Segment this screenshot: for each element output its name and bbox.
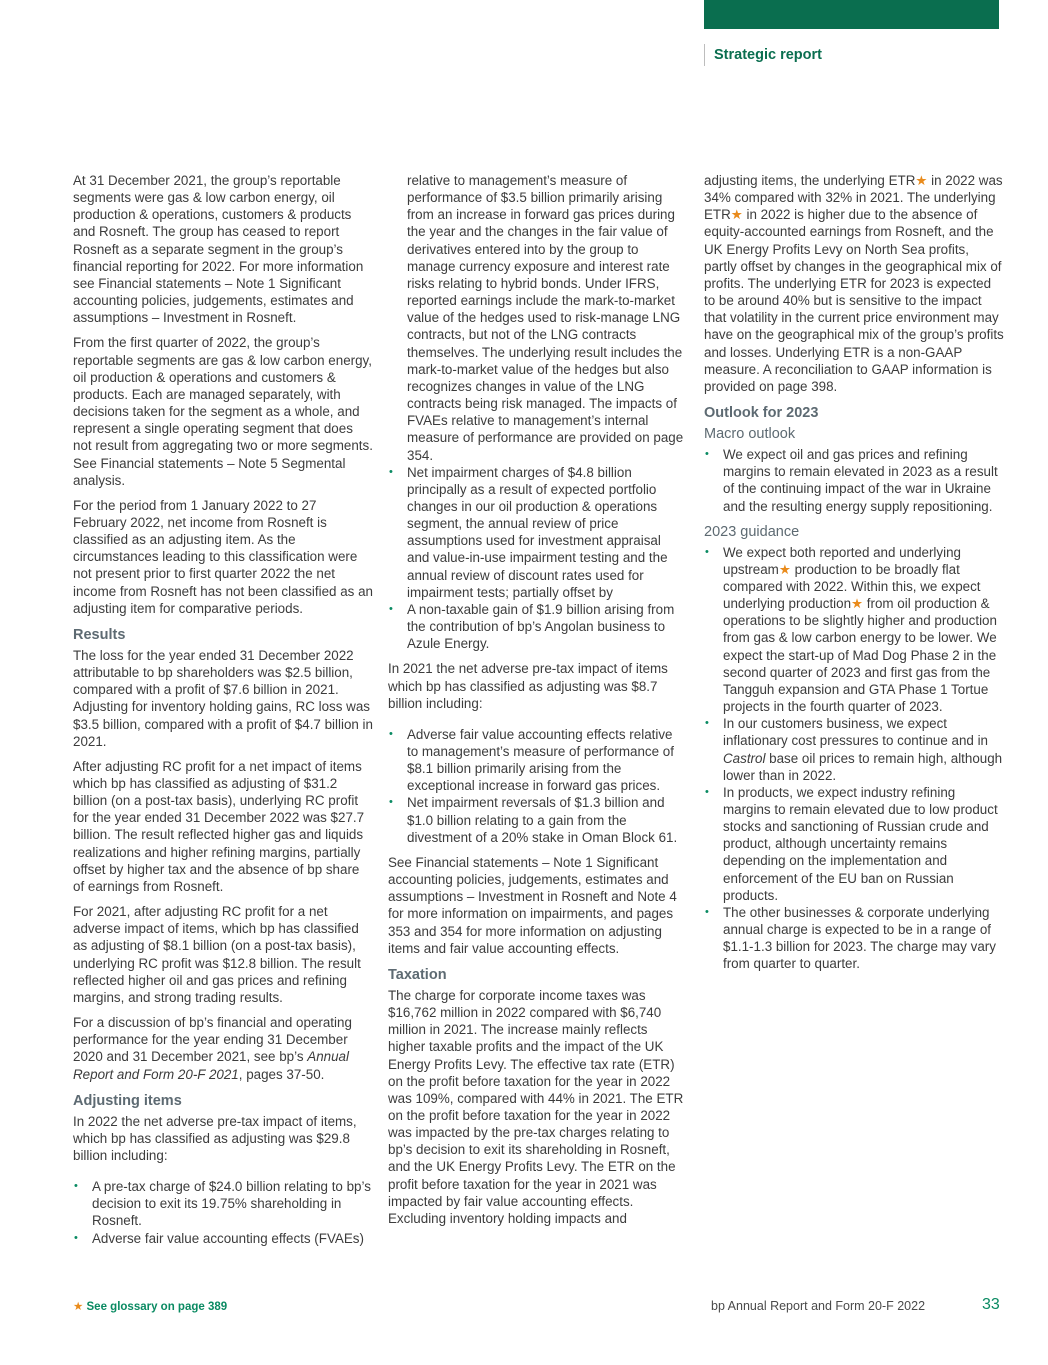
heading-adjusting-items: Adjusting items	[73, 1092, 182, 1109]
paragraph: For a discussion of bp’s financial and operating performance for the year ending 31 December 2020 and 31 December 2021, see bp’s Annual Report and Form 20-F 2021, pages 37-50.	[73, 1015, 352, 1082]
header-brand-bar	[704, 0, 999, 29]
paragraph: adjusting items, the underlying ETR★ in 2022 was 34% compared with 32% in 2021. The underlying ETR★ in 2022 is higher due to the absence of equity-accounted earnings from Rosneft, and the UK Energy Profits Levy on North Sea profits, partly offset by changes in the geographical mix of profits. The underlying ETR for 2023 is expected to be around 40% but is sensitive to the impact that volatility in the current price environment may have on the geographical mix of the group’s profits and losses. Underlying ETR is a non-GAAP measure. A reconciliation to GAAP information is provided on page 398.	[704, 173, 1004, 394]
star-icon: ★	[73, 1301, 84, 1313]
glossary-star-icon: ★	[851, 596, 864, 612]
brand-name: Castrol	[723, 750, 766, 766]
paragraph: The charge for corporate income taxes was $16,762 million in 2022 compared with $6,740 million in 2021. The increase mainly reflects higher taxable profits and the impact of the UK Energy Profits Levy. The effective tax rate (ETR) on the profit before taxation for the year in 2022 was 109%, compared with 44% in 2021. The ETR on the profit before taxation for the year in 2022 was impacted by the pre-tax charges relating to bp’s decision to exit its shareholding in Rosneft, and the UK Energy Profits Levy. The ETR on the profit before taxation for the year in 2021 was impacted by fair value accounting effects. Excluding inventory holding impacts and	[388, 987, 684, 1226]
list-item: • The other businesses & corporate underlying annual charge is expected to be in a range of $1.1-1.3 billion for 2023. The charge may vary from quarter to quarter.	[704, 904, 1004, 973]
column-1	[73, 172, 373, 1255]
paragraph: For 2021, after adjusting RC profit for a net adverse impact of items, which bp has classified as adjusting of $8.1 billion (on a post-tax basis), underlying RC profit was $12.8 billion. The result reflected higher oil and gas prices and refining margins, and strong trading results.	[73, 904, 361, 1005]
bullet-list	[704, 544, 1004, 973]
paragraph: relative to management’s measure of performance of $3.5 billion primarily arising from an increase in forward gas prices during the year and the changes in the fair value of derivatives entered into by the group to manage currency exposure and interest rate risks relating to hybrid bonds. Under IFRS, reported earnings include the mark-to-market value of the hedges used to risk-manage LNG contracts, but not of the LNG contracts themselves. The underlying result includes the mark-to-market value of the hedges but also recognizes changes in value of the LNG contracts being risk managed. The impacts of FVAEs relative to management’s internal measure of performance are provided on page 354.	[407, 173, 684, 463]
column-2	[388, 172, 686, 1235]
subheading-2023-guidance: 2023 guidance	[704, 523, 800, 540]
column-3	[704, 172, 1004, 981]
paragraph: In 2022 the net adverse pre-tax impact of items, which bp has classified as adjusting was $29.8 billion including:	[73, 1113, 357, 1163]
list-item: • Net impairment reversals of $1.3 billion and $1.0 billion relating to a gain from the divestment of a 20% stake in Oman Block 61.	[388, 794, 686, 845]
heading-outlook: Outlook for 2023	[704, 405, 819, 422]
list-item: • A non-taxable gain of $1.9 billion arising from the contribution of bp’s Angolan business to Azule Energy.	[388, 601, 686, 652]
paragraph: See Financial statements – Note 1 Significant accounting policies, judgements, estimates and assumptions – Investment in Rosneft and Note 4 for more information on impairments, and pages 353 and 354 for more information on adjusting items and fair value accounting effects.	[388, 854, 677, 956]
bullet-list	[73, 1178, 373, 1247]
section-title: Strategic report	[704, 44, 822, 66]
paragraph: For the period from 1 January 2022 to 27 February 2022, net income from Rosneft is classified as an adjusting item. As the circumstances leading to this classification were not present prior to first quarter 2022 the net income from Rosneft has not been classified as an adjusting item for comparative periods.	[73, 497, 373, 616]
bullet-list	[388, 464, 686, 653]
list-item: • Net impairment charges of $4.8 billion principally as a result of expected portfolio changes in our oil production & operations segment, the annual review of price assumptions used for investment appraisal and value-in-use impairment testing and the annual review of discount rates used for impairment tests; partially offset by	[388, 464, 686, 601]
heading-results: Results	[73, 626, 126, 643]
paragraph: At 31 December 2021, the group’s reportable segments were gas & low carbon energy, oil production & operations, customers & products and Rosneft. The group has ceased to report Rosneft as a separate segment in the group’s financial reporting for 2022. For more information see Financial statements – Note 1 Significant accounting policies, judgements, estimates and assumptions – Investment in Rosneft.	[73, 173, 364, 326]
glossary-star-icon: ★	[915, 173, 928, 188]
bullet-list	[388, 726, 686, 846]
list-item: • In our customers business, we expect inflationary cost pressures to continue and in Castrol base oil prices to remain high, although lower than in 2022.	[704, 715, 1004, 784]
list-item: • A pre-tax charge of $24.0 billion relating to bp’s decision to exit its 19.75% shareholding in Rosneft.	[73, 1178, 373, 1229]
heading-taxation: Taxation	[388, 966, 447, 983]
list-item: • Adverse fair value accounting effects relative to management’s measure of performance of $8.1 billion primarily arising from the exceptional increase in forward gas prices.	[388, 726, 686, 795]
publication-title: Annual Report and Form 20-F 2021	[73, 1049, 349, 1082]
list-item: • We expect oil and gas prices and refining margins to remain elevated in 2023 as a result of the continuing impact of the war in Ukraine and the resulting energy supply repositioning.	[704, 446, 1004, 515]
glossary-link[interactable]: ★ See glossary on page 389	[73, 1301, 228, 1313]
list-item: • In products, we expect industry refining margins to remain elevated due to low product stocks and sanctioning of Russian crude and product, although uncertainty remains depending on the implementation and enforcement of the EU ban on Russian products.	[704, 784, 1004, 904]
subheading-macro-outlook: Macro outlook	[704, 426, 796, 443]
paragraph: In 2021 the net adverse pre-tax impact of items which bp has classified as adjusting was $8.7 billion including:	[388, 661, 668, 711]
list-item: • Adverse fair value accounting effects (FVAEs)	[73, 1230, 373, 1247]
list-item: • We expect both reported and underlying upstream★ production to be broadly flat compared with 2022. Within this, we expect underlying production★ from oil production & operations to be slightly higher and production from gas & low carbon energy to be lower. We expect the start-up of Mad Dog Phase 2 in the second quarter of 2023 and first gas from the Tangguh expansion and GTA Phase 1 Tortue projects in the fourth quarter of 2023.	[704, 544, 1004, 716]
glossary-star-icon: ★	[730, 207, 743, 223]
glossary-star-icon: ★	[778, 561, 791, 577]
report-title: bp Annual Report and Form 20-F 2022	[711, 1299, 926, 1313]
paragraph: The loss for the year ended 31 December 2022 attributable to bp shareholders was $2.5 billion, compared with a profit of $7.6 billion in 2021. Adjusting for inventory holding gains, RC loss was $3.5 billion, compared with a profit of $4.7 billion in 2021.	[73, 647, 373, 749]
bullet-list	[704, 446, 1004, 515]
paragraph: From the first quarter of 2022, the group’s reportable segments are gas & low carbon energy, oil production & operations and customers & products. Each are managed separately, with decisions taken for the segment as a whole, and represent a single operating segment that does not result from aggregating two or more segments. See Financial statements – Note 5 Segmental analysis.	[73, 335, 373, 488]
paragraph: After adjusting RC profit for a net impact of items which bp has classified as adjusting of $31.2 billion (on a post-tax basis), underlying RC profit for the year ended 31 December 2022 was $27.7 billion. The result reflected higher gas and liquids realizations and higher refining margins, partially offset by higher tax and the absence of bp share of earnings from Rosneft.	[73, 758, 365, 894]
page-number: 33	[982, 1296, 1000, 1313]
